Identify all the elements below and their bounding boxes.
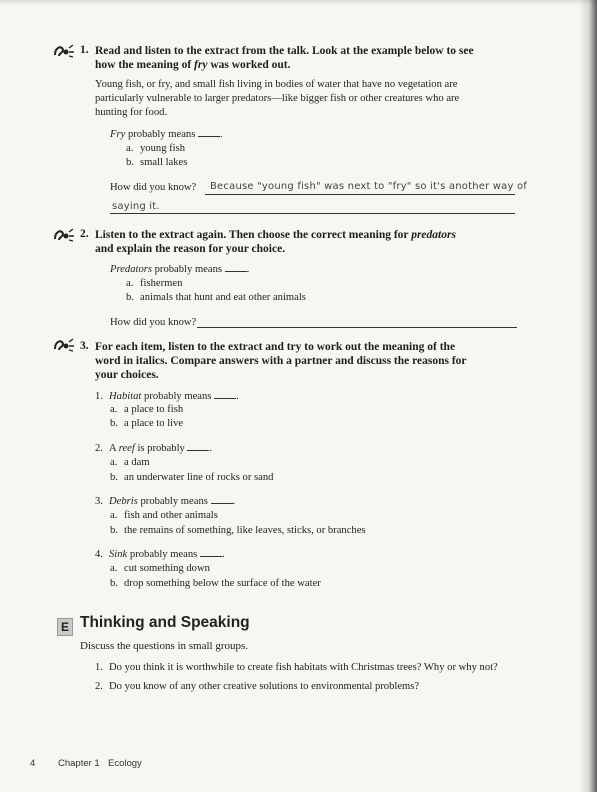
q3-item-3-option-a-text: fish and other animals bbox=[124, 510, 218, 521]
q3-item-3-option-b-text: the remains of something, like leaves, sticks, or branches bbox=[124, 525, 366, 536]
q1-how-label: How did you know? bbox=[110, 182, 197, 193]
q1-option-a-letter: a. bbox=[126, 143, 134, 154]
q3-item-2-number: 2. bbox=[95, 443, 103, 454]
q2-prompt-line1-pre: Listen to the extract again. Then choose the correct meaning for bbox=[95, 229, 412, 241]
q3-item-1-option-b: b. a place to live bbox=[110, 418, 184, 429]
q2-prompt bbox=[95, 228, 535, 256]
q3-item-1-option-b-text: a place to live bbox=[124, 418, 184, 429]
q2-option-b-text: animals that hunt and eat other animals bbox=[140, 292, 306, 303]
q3-item-1-rest: probably means bbox=[141, 391, 212, 402]
footer-chapter: Chapter 1 bbox=[58, 758, 100, 769]
q2-blank bbox=[225, 262, 247, 272]
q1-prompt-line2-post: was worked out. bbox=[207, 59, 291, 71]
q3-prompt-line1: For each item, listen to the extract and try to work out the meaning of the bbox=[95, 341, 456, 353]
q2-option-a-letter: a. bbox=[126, 278, 134, 289]
q3-item-1-option-a: a. a place to fish bbox=[110, 404, 184, 415]
q3-item-2-term: reef bbox=[118, 443, 135, 454]
q3-item-2-option-b-text: an underwater line of rocks or sand bbox=[124, 472, 274, 483]
page-top-shadow bbox=[0, 0, 597, 6]
q3-item-2-pre: A bbox=[109, 443, 119, 454]
q1-handwritten-answer-2: saying it. bbox=[112, 201, 160, 212]
listening-icon bbox=[53, 44, 75, 58]
q2-option-b bbox=[126, 291, 306, 305]
q3-item-3-blank bbox=[211, 494, 233, 504]
q3-item-1-option-a-text: a place to fish bbox=[124, 404, 184, 415]
q1-prompt-line1: Read and listen to the extract from the talk. Look at the example below to see bbox=[95, 45, 474, 57]
q1-option-a-text: young fish bbox=[140, 143, 186, 154]
q2-stem-rest: probably means bbox=[151, 264, 223, 275]
q1-stem-rest: probably means bbox=[125, 129, 196, 140]
q3-item-3-term: Debris bbox=[109, 496, 138, 507]
q3-item-3-rest: probably means bbox=[137, 496, 208, 507]
q1-passage-line2: particularly vulnerable to larger predators—like bigger fish or other creatures who are bbox=[95, 93, 460, 104]
section-e-question-2-text: Do you know of any other creative solutions to environmental problems? bbox=[109, 681, 420, 692]
q3-item-2-option-b: b. an underwater line of rocks or sand bbox=[110, 472, 274, 483]
q2-option-a bbox=[126, 277, 182, 291]
q1-blank bbox=[198, 127, 220, 137]
q1-number: 1. bbox=[80, 44, 89, 56]
q1-answer-line1 bbox=[205, 194, 515, 195]
q3-prompt bbox=[95, 340, 535, 382]
footer-chapter-title: Ecology bbox=[108, 758, 142, 769]
q2-stem: Predators probably means . bbox=[110, 264, 250, 275]
q1-passage-line1: Young fish, or fry, and small fish living in bodies of water that have no vegetation are bbox=[95, 79, 458, 90]
q1-prompt-line2-pre: how the meaning of bbox=[95, 59, 195, 71]
page-number: 4 bbox=[30, 758, 36, 769]
q3-item-4-blank bbox=[200, 547, 222, 557]
section-e-question-1-number: 1. bbox=[95, 662, 103, 673]
q1-option-b-letter: b. bbox=[126, 157, 134, 168]
q3-item-2-option-a-text: a dam bbox=[124, 457, 150, 468]
q3-item-4-option-b: b. drop something below the surface of the water bbox=[110, 578, 321, 589]
q2-stem-term: Predators bbox=[110, 264, 152, 275]
q1-option-b-text: small lakes bbox=[140, 157, 188, 168]
section-e-question-2-number: 2. bbox=[95, 681, 103, 692]
q2-number: 2. bbox=[80, 228, 89, 240]
q2-answer-line bbox=[197, 327, 517, 328]
q3-item-4-option-b-text: drop something below the surface of the water bbox=[124, 578, 321, 589]
q1-handwritten-answer-1: Because "young fish" was next to "fry" so it's another way of bbox=[210, 181, 528, 192]
q3-number: 3. bbox=[80, 340, 89, 352]
q3-item-3-option-a: a. fish and other animals bbox=[110, 510, 218, 521]
q2-prompt-term: predators bbox=[411, 229, 456, 241]
q3-item-4-stem: 4. Sink probably means . bbox=[95, 549, 225, 560]
q1-stem: Fry probably means . bbox=[110, 129, 223, 140]
listening-icon bbox=[53, 228, 75, 242]
section-e-badge: E bbox=[57, 618, 73, 636]
q3-prompt-line3: your choices. bbox=[95, 369, 159, 381]
q3-item-1-blank bbox=[214, 389, 236, 399]
q3-item-4-option-a: a. cut something down bbox=[110, 563, 210, 574]
q3-item-3-number: 3. bbox=[95, 496, 103, 507]
q3-item-4-term: Sink bbox=[109, 549, 128, 560]
q3-item-1-number: 1. bbox=[95, 391, 103, 402]
q3-item-2-blank bbox=[187, 441, 209, 451]
q3-item-2-rest: is probably bbox=[134, 443, 185, 454]
q3-item-3-stem: 3. Debris probably means . bbox=[95, 496, 236, 507]
q1-passage-line3: hunting for food. bbox=[95, 107, 168, 118]
page-edge-shadow bbox=[579, 0, 597, 792]
q2-option-b-letter: b. bbox=[126, 292, 134, 303]
section-e-intro: Discuss the questions in small groups. bbox=[80, 640, 249, 652]
section-e-question-1-text: Do you think it is worthwhile to create fish habitats with Christmas trees? Why or why not? bbox=[109, 662, 498, 673]
q3-item-2-option-a: a. a dam bbox=[110, 457, 150, 468]
q1-passage bbox=[95, 78, 545, 120]
section-e-question-1 bbox=[95, 661, 498, 675]
q3-item-4-number: 4. bbox=[95, 549, 103, 560]
q2-prompt-line2: and explain the reason for your choice. bbox=[95, 243, 286, 255]
q1-stem-term: Fry bbox=[110, 129, 126, 140]
section-e-question-2 bbox=[95, 680, 419, 694]
q3-item-3-option-b: b. the remains of something, like leaves, sticks, or branches bbox=[110, 525, 366, 536]
q3-item-4-option-a-text: cut something down bbox=[124, 563, 210, 574]
q1-prompt bbox=[95, 44, 535, 72]
q1-answer-line2 bbox=[110, 213, 515, 214]
section-e-title: Thinking and Speaking bbox=[80, 614, 250, 631]
q3-item-4-rest: probably means bbox=[127, 549, 198, 560]
listening-icon bbox=[53, 338, 75, 352]
q3-item-2-stem: 2. A reef is probably . bbox=[95, 443, 213, 454]
q3-item-1-stem: 1. Habitat probably means . bbox=[95, 391, 239, 402]
q2-option-a-text: fishermen bbox=[140, 278, 183, 289]
q2-how-label: How did you know? bbox=[110, 317, 197, 328]
q1-option-b bbox=[126, 156, 187, 170]
q1-prompt-term: fry bbox=[194, 59, 208, 71]
q3-item-1-term: Habitat bbox=[109, 391, 142, 402]
q1-option-a bbox=[126, 142, 185, 156]
q3-prompt-line2: word in italics. Compare answers with a partner and discuss the reasons for bbox=[95, 355, 467, 367]
